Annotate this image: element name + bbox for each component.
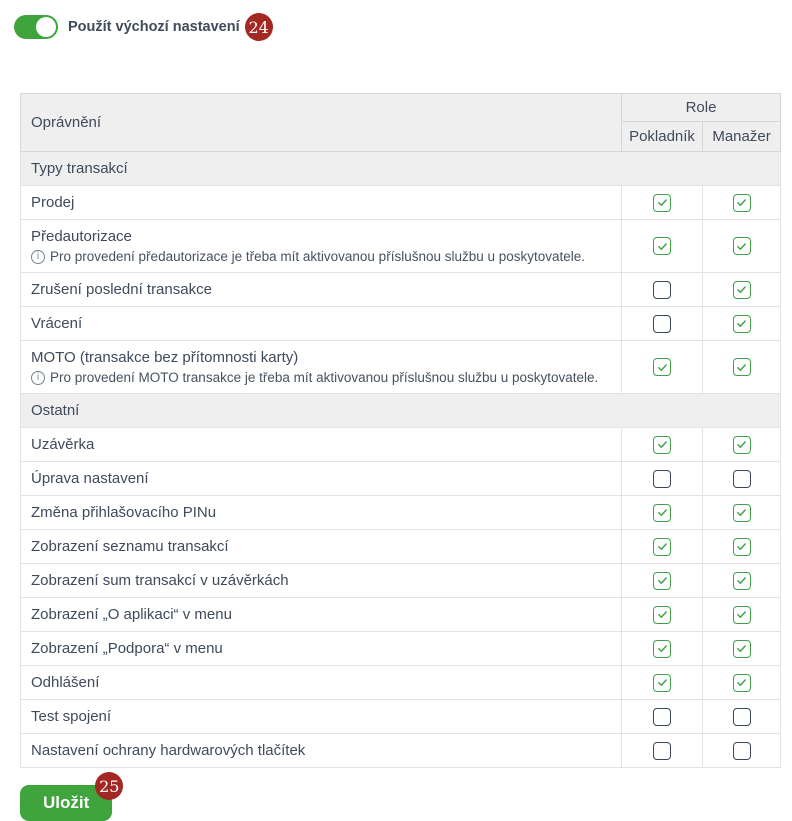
table-row (21, 530, 781, 564)
info-icon: i (31, 371, 45, 385)
permission-label: Vrácení (31, 315, 83, 332)
table-row (21, 666, 781, 700)
checkbox-pokladnik-checked[interactable] (653, 606, 671, 624)
checkbox-pokladnik-unchecked[interactable] (653, 742, 671, 760)
checkbox-pokladnik-checked[interactable] (653, 674, 671, 692)
permission-note: i Pro provedení MOTO transakce je třeba mít aktivovanou příslušnou službu u poskytovatele. (31, 369, 611, 386)
checkbox-pokladnik-checked[interactable] (653, 358, 671, 376)
column-header-pokladnik: Pokladník (622, 122, 703, 152)
permission-note: i Pro provedení předautorizace je třeba mít aktivovanou příslušnou službu u poskytovatele. (31, 248, 611, 265)
step-badge-24: 24 (245, 13, 273, 41)
checkbox-pokladnik-unchecked[interactable] (653, 470, 671, 488)
permission-label: Test spojení (31, 708, 112, 725)
checkbox-pokladnik-checked[interactable] (653, 194, 671, 212)
table-row (21, 700, 781, 734)
toggle-knob-icon (36, 17, 56, 37)
checkbox-manazer-unchecked[interactable] (733, 470, 751, 488)
column-header-manazer: Manažer (703, 122, 781, 152)
checkbox-manazer-checked[interactable] (733, 606, 751, 624)
checkbox-manazer-checked[interactable] (733, 281, 751, 299)
permission-label: Zobrazení seznamu transakcí (31, 538, 229, 555)
permissions-table-body (21, 152, 781, 768)
table-row (21, 598, 781, 632)
table-row (21, 462, 781, 496)
checkbox-manazer-unchecked[interactable] (733, 708, 751, 726)
table-row (21, 632, 781, 666)
permission-label: Zobrazení „Podpora“ v menu (31, 640, 223, 657)
checkbox-manazer-checked[interactable] (733, 358, 751, 376)
checkbox-pokladnik-checked[interactable] (653, 538, 671, 556)
use-default-settings-toggle[interactable] (14, 15, 58, 39)
permission-label: Zrušení poslední transakce (31, 281, 212, 298)
checkbox-pokladnik-unchecked[interactable] (653, 281, 671, 299)
permissions-table (20, 93, 781, 768)
permission-label: Zobrazení „O aplikaci“ v menu (31, 606, 232, 623)
permission-label: Změna přihlašovacího PINu (31, 504, 217, 521)
table-row (21, 734, 781, 768)
checkbox-manazer-checked[interactable] (733, 315, 751, 333)
table-row (21, 307, 781, 341)
permission-label: Prodej (31, 194, 75, 211)
default-settings-row (0, 0, 792, 41)
table-row (21, 220, 781, 273)
save-button-area (20, 776, 120, 821)
section-row (21, 152, 781, 186)
checkbox-manazer-checked[interactable] (733, 237, 751, 255)
checkbox-pokladnik-checked[interactable] (653, 572, 671, 590)
table-row (21, 186, 781, 220)
column-header-permission: Oprávnění (21, 94, 622, 152)
permission-label: Předautorizace (31, 228, 132, 245)
section-row (21, 394, 781, 428)
table-row (21, 564, 781, 598)
info-icon: i (31, 250, 45, 264)
checkbox-pokladnik-unchecked[interactable] (653, 315, 671, 333)
checkbox-manazer-checked[interactable] (733, 504, 751, 522)
checkbox-manazer-checked[interactable] (733, 436, 751, 454)
step-badge-25: 25 (95, 772, 123, 800)
checkbox-manazer-checked[interactable] (733, 572, 751, 590)
checkbox-manazer-unchecked[interactable] (733, 742, 751, 760)
checkbox-manazer-checked[interactable] (733, 538, 751, 556)
checkbox-manazer-checked[interactable] (733, 640, 751, 658)
save-button[interactable]: Uložit (20, 785, 112, 821)
permission-label: Úprava nastavení (31, 470, 149, 487)
table-row (21, 428, 781, 462)
use-default-settings-label: Použít výchozí nastavení (68, 19, 240, 35)
table-row (21, 341, 781, 394)
checkbox-pokladnik-checked[interactable] (653, 640, 671, 658)
permission-label: Nastavení ochrany hardwarových tlačítek (31, 742, 306, 759)
permission-label: Odhlášení (31, 674, 100, 691)
checkbox-pokladnik-checked[interactable] (653, 237, 671, 255)
section-label: Ostatní (21, 394, 781, 428)
checkbox-pokladnik-checked[interactable] (653, 436, 671, 454)
checkbox-manazer-checked[interactable] (733, 194, 751, 212)
checkbox-pokladnik-unchecked[interactable] (653, 708, 671, 726)
column-header-role-group: Role (622, 94, 781, 122)
permission-label: Zobrazení sum transakcí v uzávěrkách (31, 572, 289, 589)
table-row (21, 273, 781, 307)
checkbox-manazer-checked[interactable] (733, 674, 751, 692)
permission-label: MOTO (transakce bez přítomnosti karty) (31, 349, 299, 366)
permission-label: Uzávěrka (31, 436, 95, 453)
section-label: Typy transakcí (21, 152, 781, 186)
table-row (21, 496, 781, 530)
checkbox-pokladnik-checked[interactable] (653, 504, 671, 522)
